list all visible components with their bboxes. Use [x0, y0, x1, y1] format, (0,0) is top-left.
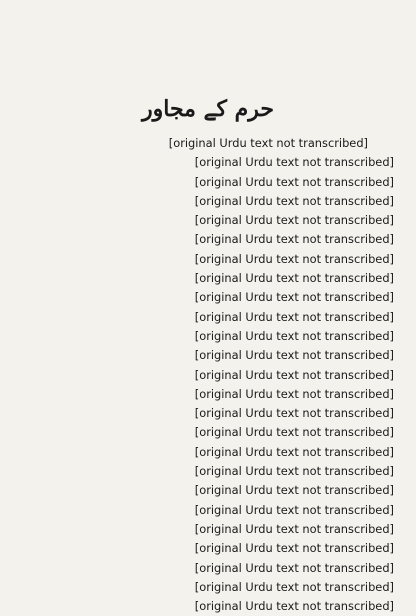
- text-line: [original Urdu text not transcribed]: [194, 599, 394, 614]
- text-line: [original Urdu text not transcribed]: [194, 502, 394, 517]
- text-line: [original Urdu text not transcribed]: [194, 560, 394, 575]
- text-line: [original Urdu text not transcribed]: [194, 309, 394, 324]
- text-line: [original Urdu text not transcribed]: [194, 232, 394, 247]
- text-line: [original Urdu text not transcribed]: [194, 348, 394, 363]
- chapter-title: حرم کے مجاور: [142, 96, 274, 122]
- text-line: [original Urdu text not transcribed]: [194, 579, 394, 594]
- text-line: [original Urdu text not transcribed]: [194, 386, 394, 401]
- text-line: [original Urdu text not transcribed]: [194, 271, 394, 286]
- text-line: [original Urdu text not transcribed]: [194, 174, 394, 189]
- chapter-body: [22, 134, 394, 616]
- text-line: [original Urdu text not transcribed]: [194, 464, 394, 479]
- text-line: [original Urdu text not transcribed]: [194, 193, 394, 208]
- text-line: [original Urdu text not transcribed]: [194, 541, 394, 556]
- text-line: [original Urdu text not transcribed]: [194, 290, 394, 305]
- text-line: [original Urdu text not transcribed]: [168, 136, 368, 150]
- text-line: [original Urdu text not transcribed]: [194, 328, 394, 343]
- text-line: [original Urdu text not transcribed]: [194, 155, 394, 170]
- text-line: [original Urdu text not transcribed]: [194, 483, 394, 498]
- text-line: [original Urdu text not transcribed]: [194, 521, 394, 536]
- text-line: [original Urdu text not transcribed]: [194, 444, 394, 459]
- text-line: [original Urdu text not transcribed]: [194, 213, 394, 228]
- text-line: [original Urdu text not transcribed]: [194, 251, 394, 266]
- text-line: [original Urdu text not transcribed]: [194, 367, 394, 382]
- text-line: [original Urdu text not transcribed]: [194, 425, 394, 440]
- text-line: [original Urdu text not transcribed]: [194, 406, 394, 421]
